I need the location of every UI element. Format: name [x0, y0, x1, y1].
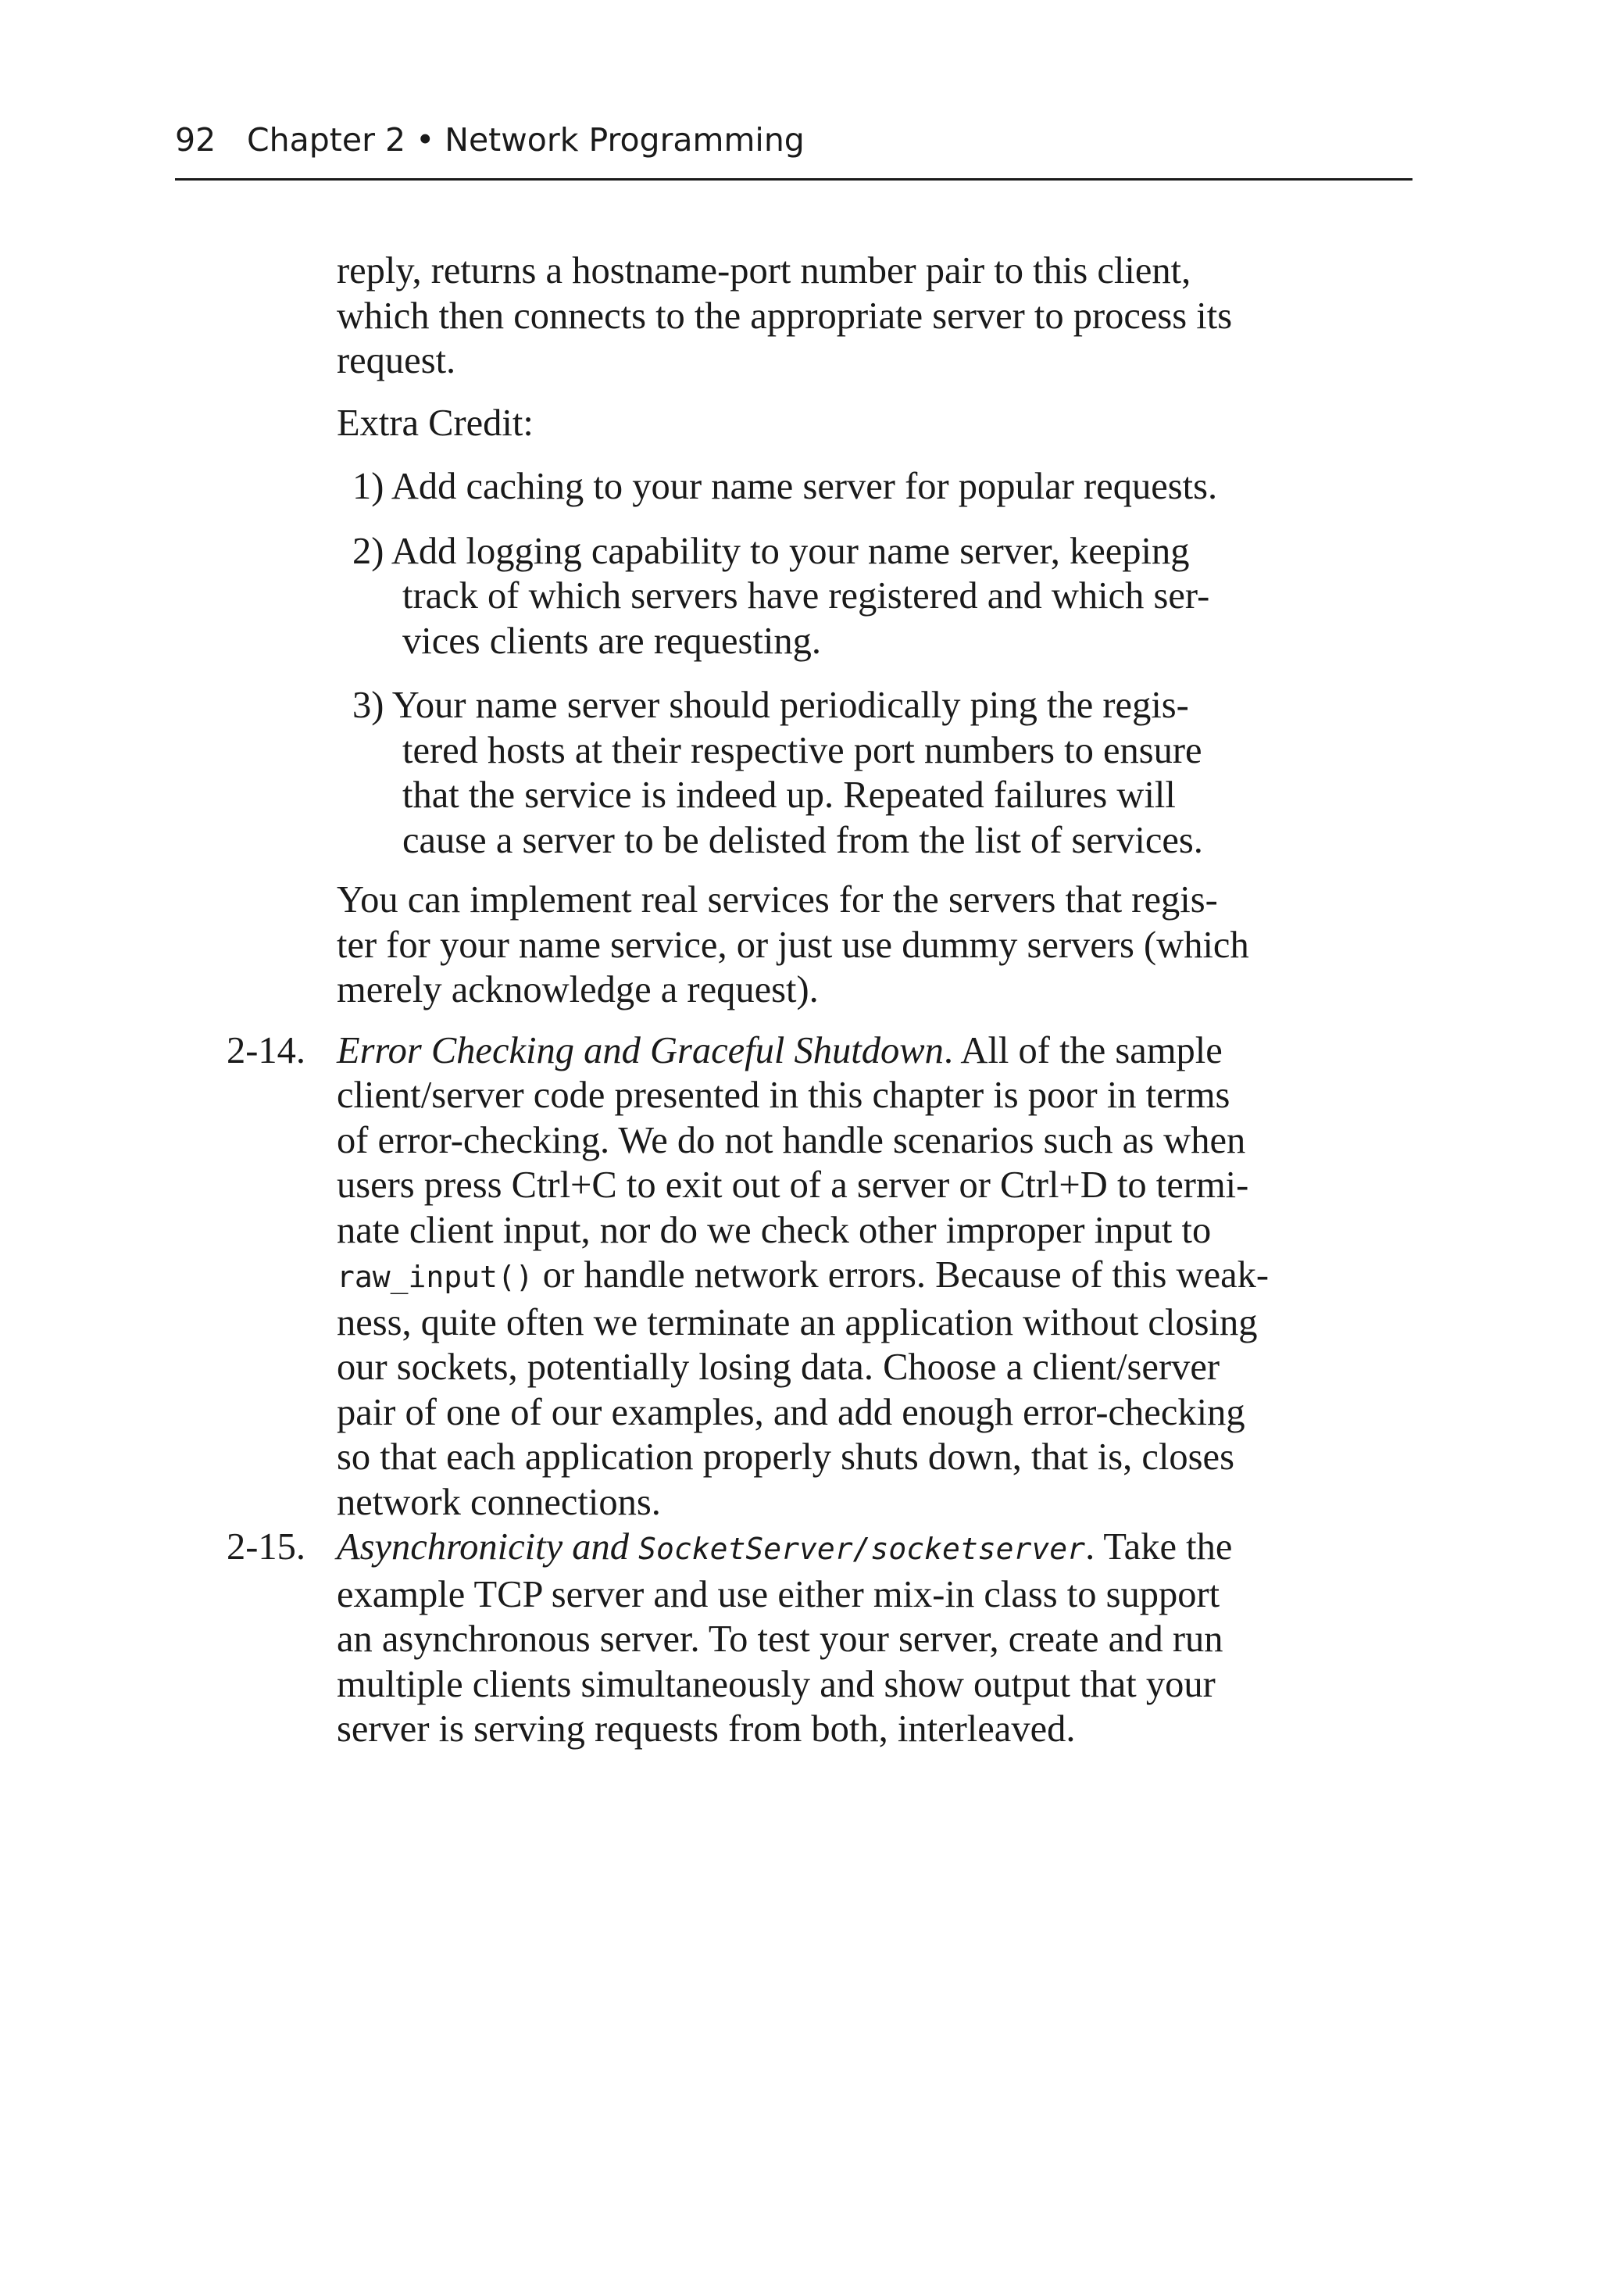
text-line: ness, quite often we terminate an application without closing: [337, 1301, 1258, 1343]
exercise-number: 2-15.: [227, 1526, 306, 1568]
exercise-number: 2-14.: [227, 1029, 306, 1071]
text-line: server is serving requests from both, interleaved.: [337, 1708, 1076, 1750]
text-line: track of which servers have registered and which ser-: [402, 575, 1210, 617]
inline-code: SocketServer/socketserver: [638, 1532, 1086, 1566]
text-line: You can implement real services for the servers that regis-: [337, 879, 1218, 921]
punctuation: .: [943, 1029, 953, 1071]
page-body: [175, 249, 1378, 1752]
text-line: of error-checking. We do not handle scenarios such as when: [337, 1119, 1246, 1161]
text-line: our sockets, potentially losing data. Choose a client/server: [337, 1346, 1220, 1388]
text-line: nate client input, nor do we check other improper input to: [337, 1209, 1212, 1251]
text-line: 1) Add caching to your name server for popular requests.: [352, 466, 1218, 507]
extra-credit-heading: Extra Credit:: [337, 402, 534, 444]
title-text: Asynchronicity and: [337, 1526, 639, 1568]
text-line: users press Ctrl+C to exit out of a server or Ctrl+D to termi-: [337, 1164, 1249, 1206]
punctuation: .: [1085, 1526, 1095, 1568]
running-title: Chapter 2 • Network Programming: [247, 121, 805, 159]
closing-paragraph: [337, 878, 1378, 1013]
exercise-text: [337, 1525, 1378, 1752]
text-line: ter for your name service, or just use dummy servers (which: [337, 924, 1249, 966]
exercise-2-15: [175, 1525, 1378, 1752]
text-line: multiple clients simultaneously and show output that your: [337, 1663, 1216, 1705]
text-line: reply, returns a hostname-port number pair to this client,: [337, 250, 1191, 291]
text-line: that the service is indeed up. Repeated failures will: [402, 774, 1176, 816]
exercise-text: [337, 1028, 1378, 1525]
exercise-title: [337, 1526, 1085, 1568]
text-line: cause a server to be delisted from the list of services.: [402, 819, 1203, 861]
text-line: example TCP server and use either mix-in class to support: [337, 1573, 1220, 1615]
exercise-2-14: [175, 1028, 1378, 1525]
inline-code: raw_input(): [337, 1260, 534, 1294]
extra-credit-item: [352, 529, 1378, 664]
text-line: client/server code presented in this chapter is poor in terms: [337, 1075, 1230, 1116]
text-line: an asynchronous server. To test your server, create and run: [337, 1618, 1223, 1660]
running-header: [175, 121, 1412, 181]
text-line: tered hosts at their respective port numbers to ensure: [402, 729, 1202, 771]
extra-credit-list: [337, 464, 1378, 863]
extra-credit-item: [352, 683, 1378, 863]
text-line: vices clients are requesting.: [402, 620, 821, 662]
text-fragment: Take the: [1095, 1526, 1233, 1568]
text-line: request.: [337, 340, 456, 381]
text-fragment: All of the sample: [952, 1029, 1223, 1071]
text-line: which then connects to the appropriate server to process its: [337, 295, 1233, 337]
text-line: so that each application properly shuts down, that is, closes: [337, 1436, 1234, 1478]
extra-credit-item: [352, 464, 1378, 510]
text-line: pair of one of our examples, and add enough error-checking: [337, 1391, 1245, 1433]
text-line: network connections.: [337, 1481, 661, 1523]
exercise-continuation: [175, 249, 1378, 1013]
page-number: 92: [175, 121, 216, 159]
text-line: 2) Add logging capability to your name server, keeping: [352, 530, 1190, 572]
continuation-paragraph: [337, 249, 1378, 384]
text-line: merely acknowledge a request).: [337, 969, 819, 1010]
exercise-title: Error Checking and Graceful Shutdown: [337, 1029, 944, 1071]
text-line: 3) Your name server should periodically ping the regis-: [352, 685, 1189, 726]
text-fragment: or handle network errors. Because of this weak-: [533, 1254, 1270, 1296]
